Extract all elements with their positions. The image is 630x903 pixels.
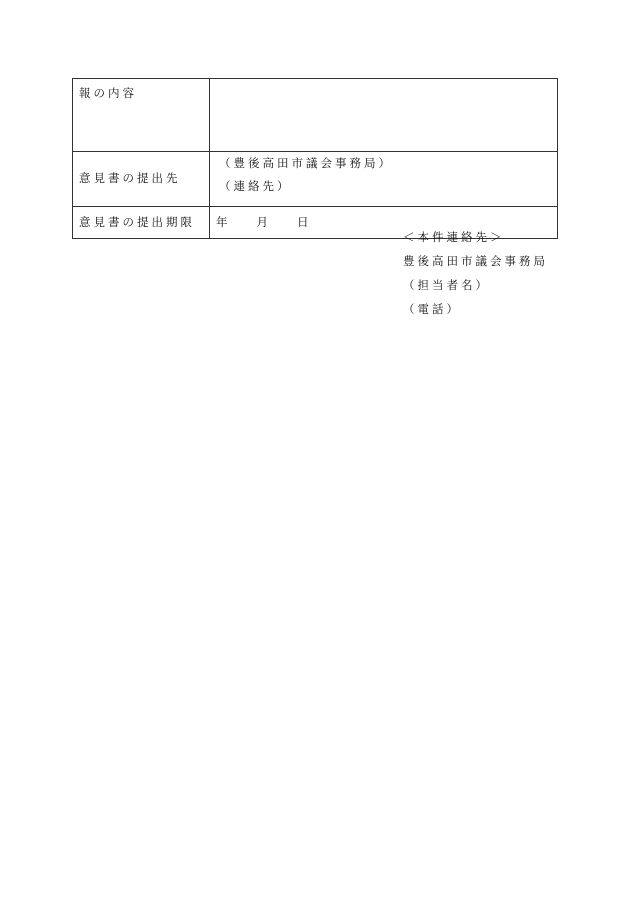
deadline-label-cell [73,207,210,239]
destination-contact: （連絡先） [219,178,292,193]
submission-form-table [72,78,558,239]
content-label: 報の内容 [79,86,137,100]
content-label-cell [73,79,210,152]
deadline-day: 日 [297,214,312,229]
destination-label: 意見書の提出先 [79,171,181,186]
contact-phone: （電話） [403,302,461,316]
contact-heading: ＜本件連絡先＞ [403,230,505,244]
destination-office: （豊後高田市議会事務局） [219,156,393,170]
deadline-month: 月 [256,214,271,229]
deadline-year: 年 [216,214,231,229]
destination-value-cell [210,152,558,207]
content-value-cell [210,79,558,152]
table-row [73,79,558,152]
contact-office: 豊後高田市議会事務局 [403,254,548,268]
destination-label-cell [73,152,210,207]
table-row [73,152,558,207]
deadline-label: 意見書の提出期限 [79,214,195,229]
contact-block [403,232,548,317]
contact-person: （担当者名） [403,278,490,292]
